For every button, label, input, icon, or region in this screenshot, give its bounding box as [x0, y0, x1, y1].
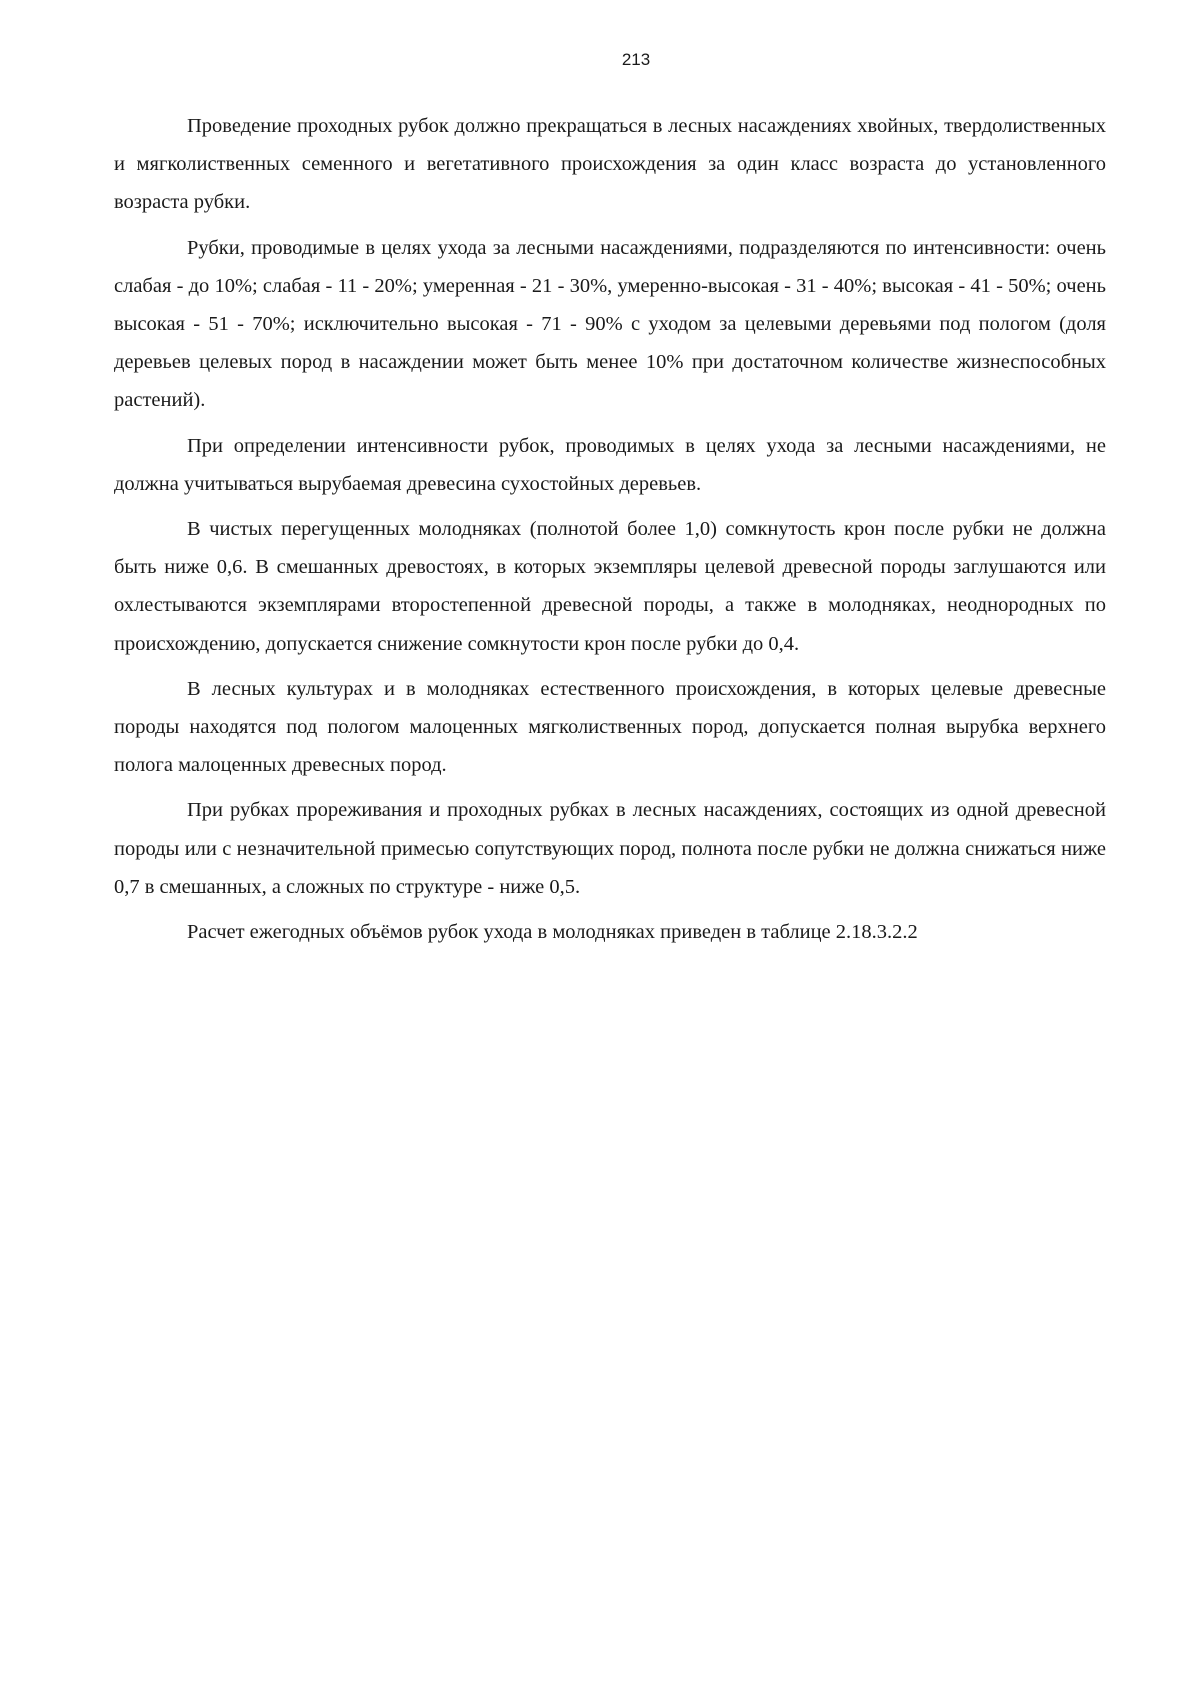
paragraph-intensity-determination: При определении интенсивности рубок, проводимых в целях ухода за лесными насаждениями, не должна учитываться вырубаемая древесина сухостойных деревьев.: [114, 434, 1106, 495]
paragraph-thinning-cessation: Проведение проходных рубок должно прекращаться в лесных насаждениях хвойных, твердолиственных и мягколиственных семенного и вегетативного происхождения за один класс возраста до установленного возраста рубки.: [114, 115, 1106, 214]
page-number: 213: [621, 50, 651, 69]
paragraph-forest-cultures: В лесных культурах и в молодняках естественного происхождения, в которых целевые древесные породы находятся под пологом малоценных мягколиственных пород, допускается полная вырубка верхнего полога малоценных древесных пород.: [114, 677, 1106, 777]
paragraph-cutting-intensity: Рубки, проводимые в целях ухода за лесными насаждениями, подразделяются по интенсивности: очень слабая - до 10%; слабая - 11 - 20%; умеренная - 21 - 30%, умеренно-высокая - 31 - 40%; высокая - 41 - 50%; очень высокая - 51 - 70%; исключительно высокая - 71 - 90% с уходом за целевыми деревьями под пологом (доля деревьев целевых пород в насаждении может быть менее 10% при достаточном количестве жизнеспособных растений).: [114, 236, 1106, 412]
paragraph-young-stands-density: В чистых перегущенных молодняках (полнотой более 1,0) сомкнутость крон после рубки не должна быть ниже 0,6. В смешанных древостоях, в которых экземпляры целевой древесной породы заглушаются или охлестываются экземплярами второстепенной древесной породы, а также в молодняках, неоднородных по происхождению, допускается снижение сомкнутости крон после рубки до 0,4.: [114, 518, 1106, 655]
paragraph-thinning-density: При рубках прореживания и проходных рубках в лесных насаждениях, состоящих из одной древесной породы или с незначительной примесью сопутствующих пород, полнота после рубки не должна снижаться ниже 0,7 в смешанных, а сложных по структуре - ниже 0,5.: [114, 799, 1106, 898]
page-body: [114, 107, 1106, 958]
paragraph-table-reference: Расчет ежегодных объёмов рубок ухода в молодняках приведен в таблице 2.18.3.2.2: [187, 921, 918, 944]
